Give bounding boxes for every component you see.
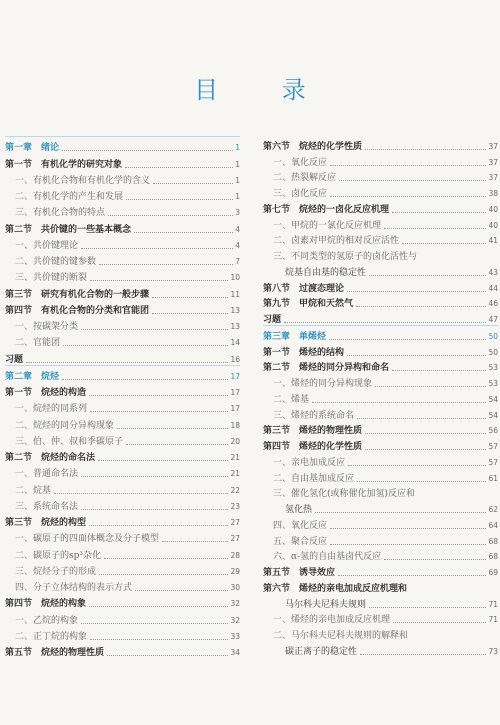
leader-dots (365, 149, 486, 150)
toc-entry-section (263, 421, 498, 437)
leader-dots (356, 306, 486, 307)
leader-dots (392, 212, 486, 213)
toc-entry-title: 二、热裂解反应 (273, 173, 337, 184)
toc-entry-title: 第一节 有机化学的研究对象 (5, 159, 123, 170)
leader-dots (357, 418, 486, 419)
leader-dots (81, 509, 228, 510)
toc-entry-sub (263, 231, 498, 247)
page-title: 目 录 (194, 76, 334, 104)
toc-entry-section (263, 578, 498, 594)
leader-dots (347, 355, 486, 356)
toc-entry-sub (5, 186, 240, 202)
toc-entry-title: 碳正离子的稳定性 (285, 646, 358, 657)
toc-entry-page: 13 (230, 305, 240, 315)
leader-dots (162, 541, 228, 542)
toc-entry-page: 1 (235, 159, 240, 169)
toc-entry-section (263, 294, 498, 310)
toc-entry-page: 37 (488, 157, 498, 167)
toc-entry-page: 1 (235, 175, 240, 185)
toc-entry-sub (263, 405, 498, 421)
toc-entry-title: 四、氧化反应 (273, 520, 328, 531)
toc-entry-page: 27 (230, 534, 240, 544)
leader-dots (384, 228, 486, 229)
leader-dots (89, 606, 228, 607)
leader-dots (26, 362, 228, 363)
toc-entry-page: 73 (488, 646, 498, 656)
toc-entry-page: 56 (488, 426, 498, 436)
leader-dots (357, 481, 486, 482)
leader-dots (81, 476, 228, 477)
leader-dots (338, 575, 486, 576)
toc-entry-section (263, 342, 498, 358)
leader-dots (384, 559, 486, 560)
toc-entry-title: 第四节 烷烃的构象 (5, 599, 87, 610)
toc-entry-title: 氢化热 (285, 505, 313, 515)
toc-entry-page: 38 (488, 189, 498, 198)
toc-entry-page: 68 (488, 552, 498, 562)
toc-entry-title: 一、甲烷的一氯化反应机理 (273, 220, 382, 231)
toc-entry-page: 32 (230, 615, 240, 625)
toc-entry-section (263, 199, 498, 215)
toc-entry-title: 第五节 烷烃的物理性质 (5, 648, 105, 658)
toc-entry-sub (263, 547, 498, 563)
toc-entry-page: 54 (488, 394, 498, 404)
toc-entry-title: 一、亲电加成反应 (273, 457, 346, 468)
toc-entry-chapter (263, 325, 498, 342)
toc-entry-sub (5, 463, 240, 479)
toc-entry-page: 40 (488, 204, 498, 214)
toc-entry-title: 第一章 绪论 (5, 143, 60, 154)
toc-entry-page: 18 (230, 420, 240, 430)
leader-dots (153, 183, 233, 184)
toc-entry-page: 11 (230, 289, 240, 299)
toc-entry-cont (263, 499, 498, 515)
toc-entry-page: 57 (488, 457, 498, 467)
leader-dots (54, 493, 228, 494)
leader-dots (89, 525, 228, 526)
leader-dots (375, 386, 486, 387)
toc-entry-title: 二、共价键的键参数 (15, 257, 97, 267)
toc-entry-title: 三、系统命名法 (15, 501, 79, 512)
toc-entry-title: 第二节 共价键的一些基本概念 (5, 224, 132, 235)
leader-dots (90, 639, 228, 640)
toc-entry-sub (5, 332, 240, 348)
toc-entry-sub (5, 609, 240, 625)
toc-entry-page: 68 (488, 536, 498, 546)
leader-dots (63, 345, 228, 346)
toc-entry-page: 37 (488, 173, 498, 183)
toc-entry-title: 一、烯烃的亲电加成反应机理 (273, 615, 391, 626)
toc-entry-title: 一、氧化反应 (273, 157, 328, 168)
toc-entry-page: 28 (230, 550, 240, 560)
toc-entry-sub (5, 170, 240, 186)
toc-entry-title: 三、不同类型的氢原子的卤化活性与 (273, 252, 418, 262)
toc-entry-page: 71 (488, 615, 498, 625)
leader-dots (81, 248, 233, 249)
leader-dots (347, 291, 486, 292)
leader-dots (369, 275, 486, 276)
toc-entry-page: 17 (230, 388, 240, 397)
toc-entry-section (263, 358, 498, 374)
toc-entry-section (263, 136, 498, 152)
toc-entry-sub (263, 452, 498, 468)
toc-entry-title: 一、碳原子的四面体概念及分子模型 (15, 534, 160, 545)
toc-entry-page: 57 (488, 442, 498, 451)
toc-entry-sub (263, 183, 498, 199)
toc-entry-title: 第一节 烷烃的构造 (5, 388, 87, 398)
leader-dots (284, 322, 486, 323)
toc-entry-page: 33 (230, 631, 240, 641)
toc-entry-title: 一、共价键理论 (15, 240, 79, 251)
leader-dots (365, 449, 486, 450)
leader-dots (360, 654, 486, 655)
toc-entry-sub (5, 398, 240, 414)
toc-entry-page: 47 (488, 315, 498, 324)
toc-entry-page: 43 (488, 267, 498, 277)
toc-entry-page: 10 (230, 273, 240, 283)
leader-dots (62, 150, 233, 151)
toc-entry-page: 37 (488, 141, 498, 151)
toc-entry-title: 马尔科夫尼科夫规则 (285, 599, 367, 610)
toc-entry-title: 三、催化氢化(或称催化加氢)反应和 (273, 489, 416, 500)
toc-entry-title: 习题 (263, 315, 282, 325)
toc-entry-page: 53 (488, 379, 498, 388)
toc-entry-page: 23 (230, 501, 240, 511)
toc-entry-sub (5, 561, 240, 577)
toc-entry-title: 二、有机化学的产生和发展 (15, 192, 124, 202)
toc-entry-sub (5, 577, 240, 593)
leader-dots (369, 607, 486, 608)
toc-entry-title: 三、烯烃的系统命名 (273, 410, 355, 421)
toc-entry-title: 一、按碳架分类 (15, 322, 79, 332)
toc-entry-page: 40 (488, 220, 498, 230)
toc-entry-section (5, 642, 240, 658)
toc-entry-sub (263, 168, 498, 184)
toc-entry-sub (263, 389, 498, 405)
toc-entry-page: 1 (235, 143, 240, 153)
toc-entry-title: 第四节 烯烃的化学性质 (263, 442, 363, 452)
toc-entry-page: 20 (230, 436, 240, 446)
toc-entry-sub (263, 515, 498, 531)
leader-dots (393, 622, 486, 623)
toc-entry-title: 第七节 烷烃的一卤化反应机理 (263, 204, 390, 215)
toc-entry-title: 第四节 有机化合物的分类和官能团 (5, 305, 150, 316)
toc-entry-title: 二、官能团 (15, 338, 61, 349)
leader-dots (392, 370, 486, 371)
toc-entry-page: 13 (230, 322, 240, 331)
toc-entry-title: 二、碳原子的sp³杂化 (15, 550, 101, 561)
toc-entry-page: 17 (230, 404, 240, 414)
toc-entry-title: 三、伯、仲、叔和季碳原子 (15, 436, 124, 447)
toc-entry-title: 二、烯基 (273, 394, 310, 405)
leader-dots (365, 433, 486, 434)
toc-entry-title: 一、烯烃的同分异构现象 (273, 379, 373, 389)
toc-entry-title: 一、普通命名法 (15, 469, 79, 480)
toc-entry-title: 第三节 研究有机化合物的一般步骤 (5, 289, 150, 300)
leader-dots (134, 232, 233, 233)
toc-entry-page: 44 (488, 283, 498, 293)
leader-dots (402, 243, 486, 244)
toc-entry-chapter (5, 136, 240, 153)
toc-entry-title: 二、卤素对甲烷的相对反应活性 (273, 236, 400, 247)
toc-entry-page: 16 (230, 354, 240, 364)
toc-entry-page: 46 (488, 299, 498, 309)
toc-entry-sub (5, 316, 240, 332)
toc-entry-sub (263, 152, 498, 168)
toc-entry-sub (5, 414, 240, 430)
toc-entry-title: 第二节 烯烃的同分异构和命名 (263, 363, 390, 374)
toc-entry-title: 三、卤化反应 (273, 189, 328, 199)
toc-entry-sub (263, 610, 498, 626)
toc-entry-page: 64 (488, 520, 498, 530)
toc-entry-sub (5, 479, 240, 495)
toc-entry-page: 27 (230, 518, 240, 527)
toc-entry-exercise (5, 348, 240, 364)
toc-entry-title: 第六节 烷烃的化学性质 (263, 141, 363, 152)
toc-entry-page: 21 (230, 469, 240, 479)
toc-entry-page: 62 (488, 505, 498, 514)
toc-entry-page: 4 (235, 240, 240, 250)
leader-dots (126, 444, 228, 445)
toc-entry-title: 烷基自由基的稳定性 (285, 267, 367, 278)
toc-entry-section (263, 436, 498, 452)
leader-dots (125, 167, 233, 168)
toc-entry-page: 50 (488, 347, 498, 357)
toc-entry-sub (5, 251, 240, 267)
leader-dots (312, 402, 486, 403)
toc-entry-section (5, 382, 240, 398)
toc-entry-title: 第二节 烷烃的命名法 (5, 453, 96, 463)
toc-entry-title: 六、α-氢的自由基卤代反应 (273, 552, 382, 563)
toc-entry-sub (5, 544, 240, 560)
toc-entry-title: 第六节 烯烃的亲电加成反应机理和 (263, 583, 408, 594)
leader-dots (330, 528, 486, 529)
toc-entry-sub (5, 235, 240, 251)
toc-entry-page: 71 (488, 599, 498, 609)
toc-entry-title: 第八节 过渡态理论 (263, 283, 345, 294)
toc-entry-chapter (5, 365, 240, 382)
toc-entry-section (5, 218, 240, 234)
leader-dots (62, 379, 228, 380)
leader-dots (117, 428, 228, 429)
leader-dots (126, 199, 233, 200)
toc-entry-cont (263, 641, 498, 657)
leader-dots (152, 313, 228, 314)
toc-entry-title: 二、烷基 (15, 485, 52, 496)
toc-entry-sub (263, 246, 498, 262)
toc-entry-title: 一、烷烃的同系列 (15, 404, 88, 415)
toc-entry-page: 69 (488, 568, 498, 577)
toc-entry-section (5, 153, 240, 169)
toc-entry-sub (5, 496, 240, 512)
toc-entry-sub (263, 468, 498, 484)
toc-entry-title: 一、有机化合物和有机化学的含义 (15, 175, 151, 186)
toc-entry-title: 三、共价键的断裂 (15, 273, 88, 284)
toc-entry-page: 1 (235, 192, 240, 201)
toc-entry-section (5, 447, 240, 463)
leader-dots (315, 512, 486, 513)
toc-entry-page: 17 (230, 371, 240, 381)
leader-dots (90, 411, 228, 412)
toc-entry-title: 第三节 烯烃的物理性质 (263, 426, 363, 437)
toc-entry-title: 二、烷烃的同分异构现象 (15, 420, 115, 431)
toc-entry-section (263, 562, 498, 578)
toc-entry-page: 53 (488, 363, 498, 373)
toc-entry-page: 34 (230, 648, 240, 657)
toc-entry-sub (5, 626, 240, 642)
toc-entry-section (5, 300, 240, 316)
toc-entry-title: 第一节 烯烃的结构 (263, 347, 345, 358)
toc-entry-page: 30 (230, 583, 240, 592)
toc-entry-page: 50 (488, 331, 498, 341)
toc-entry-page: 29 (230, 566, 240, 576)
toc-entry-sub (263, 625, 498, 641)
toc-right-column (263, 136, 498, 657)
toc-entry-title: 二、正丁烷的构象 (15, 631, 88, 642)
toc-entry-sub (5, 431, 240, 447)
toc-entry-sub (263, 531, 498, 547)
toc-entry-sub (5, 267, 240, 283)
toc-entry-page: 21 (230, 453, 240, 462)
toc-entry-section (5, 283, 240, 299)
leader-dots (99, 264, 233, 265)
toc-entry-page: 54 (488, 410, 498, 420)
toc-entry-sub (5, 202, 240, 218)
toc-entry-cont (263, 594, 498, 610)
toc-entry-page: 61 (488, 473, 498, 483)
leader-dots (90, 280, 228, 281)
toc-entry-page: 3 (235, 208, 240, 218)
toc-entry-sub (263, 484, 498, 500)
leader-dots (330, 165, 486, 166)
leader-dots (348, 465, 486, 466)
toc-entry-page: 32 (230, 599, 240, 609)
toc-entry-section (5, 512, 240, 528)
toc-entry-title: 习题 (5, 354, 24, 365)
toc-entry-section (263, 278, 498, 294)
leader-dots (339, 180, 486, 181)
toc-entry-title: 第九节 甲烷和天然气 (263, 299, 354, 310)
toc-entry-title: 四、分子立体结构的表示方式 (15, 583, 133, 593)
toc-entry-page: 14 (230, 338, 240, 348)
leader-dots (81, 329, 228, 330)
leader-dots (104, 558, 228, 559)
leader-dots (99, 574, 228, 575)
leader-dots (152, 297, 228, 298)
toc-entry-title: 三、有机化合物的特点 (15, 208, 106, 219)
toc-entry-sub (263, 215, 498, 231)
toc-entry-sub (263, 373, 498, 389)
toc-entry-title: 第三节 烷烃的构型 (5, 518, 87, 528)
toc-entry-page: 41 (488, 236, 498, 246)
toc-entry-title: 第五节 诱导效应 (263, 568, 336, 578)
leader-dots (81, 623, 228, 624)
toc-entry-page: 4 (235, 224, 240, 234)
leader-dots (98, 460, 228, 461)
toc-entry-title: 五、聚合反应 (273, 536, 328, 547)
leader-dots (135, 590, 228, 591)
toc-entry-title: 二、自由基加成反应 (273, 473, 355, 484)
toc-entry-title: 一、乙烷的构象 (15, 615, 79, 626)
toc-entry-title: 第三章 单烯烃 (263, 331, 327, 342)
leader-dots (329, 339, 486, 340)
toc-entry-page: 7 (235, 257, 240, 266)
toc-entry-exercise (263, 309, 498, 325)
toc-entry-title: 第二章 烷烃 (5, 371, 60, 382)
leader-dots (108, 215, 233, 216)
toc-entry-sub (5, 528, 240, 544)
leader-dots (330, 196, 486, 197)
toc-entry-title: 三、烷烃分子的形成 (15, 566, 97, 577)
leader-dots (330, 544, 486, 545)
toc-left-column (5, 136, 240, 658)
leader-dots (107, 655, 228, 656)
toc-entry-section (5, 593, 240, 609)
toc-entry-title: 二、马尔科夫尼科夫规则的解释和 (273, 631, 409, 641)
leader-dots (89, 395, 228, 396)
toc-entry-cont (263, 262, 498, 278)
toc-entry-page: 22 (230, 485, 240, 495)
